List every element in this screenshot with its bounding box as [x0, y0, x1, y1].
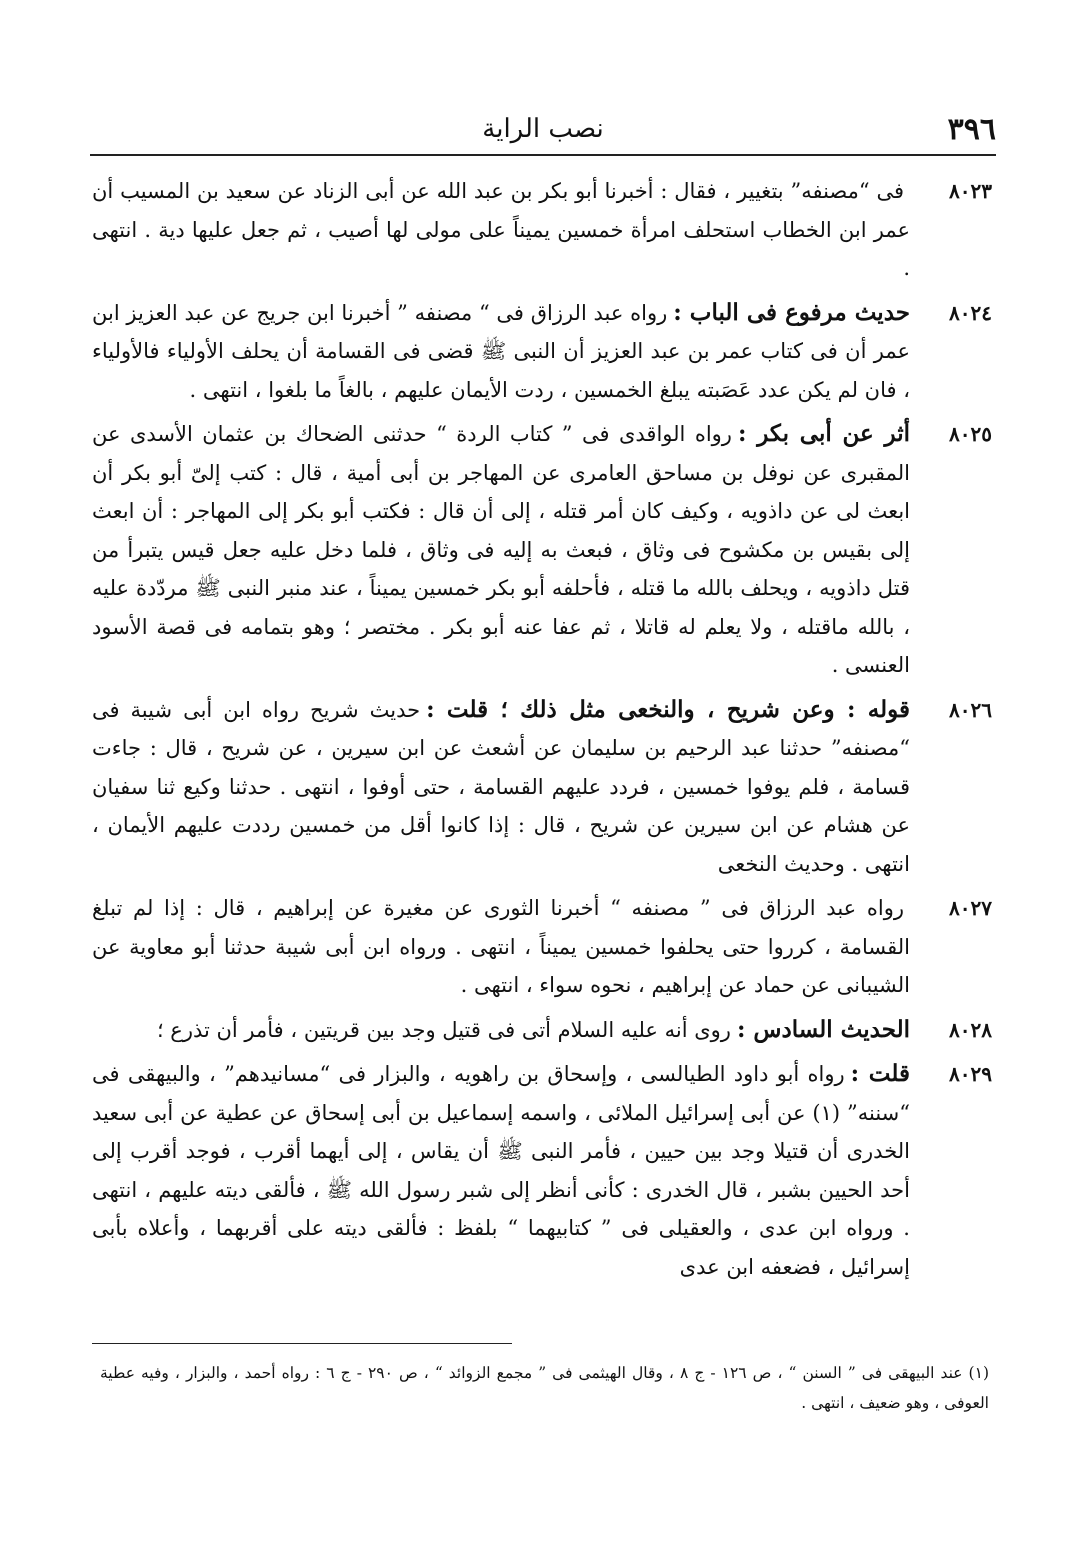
- footnote: [100, 1358, 989, 1418]
- entry-number: ٨٠٢٦: [949, 697, 992, 722]
- entry-8024: [92, 294, 992, 410]
- footnote-divider: [92, 1343, 512, 1344]
- entry-number: ٨٠٢٥: [949, 422, 992, 446]
- entry-text: روى أنه عليه السلام أتى فى قتيل وجد بين قريتين ، فأمر أن تذرع ؛: [156, 1017, 731, 1042]
- entry-8026: [92, 691, 992, 884]
- entry-text: فى “مصنفه” بتغيير ، فقال : أخبرنا أبو بكر بن عبد الله عن أبى الزناد عن سعيد بن المسيب أن عمر ابن الخطاب استحلف امرأة خمسين يميناً على مولى لها أصيب ، ثم جعل عليها دية . انتهى .: [92, 179, 910, 280]
- entry-8025: [92, 415, 992, 685]
- entry-number: ٨٠٢٨: [949, 1017, 992, 1042]
- page-header: [90, 84, 996, 156]
- entry-number: ٨٠٢٣: [949, 179, 992, 203]
- entry-text: حديث شريح رواه ابن أبى شيبة فى “مصنفه” حدثنا عبد الرحيم بن سليمان عن أشعث عن ابن سيرين ، عن شريح ، قال : جاءت قسامة ، فلم يوفوا خمسين ، فردد عليهم القسامة ، حتى أوفوا ، انتهى . حدثنا وكيع ثنا سفيان عن هشام عن ابن سيرين عن شريح ، قال : إذا كانوا أقل من خمسين رددت عليهم الأيمان ، انتهى . وحديث النخعى: [92, 697, 910, 876]
- entry-number: ٨٠٢٧: [949, 896, 992, 920]
- entry-text: رواه عبد الرزاق فى ” مصنفه “ أخبرنا الثورى عن مغيرة عن إبراهيم ، قال : إذا لم تبلغ القسامة ، كرروا حتى يحلفوا خمسين يميناً ، انتهى . ورواه ابن أبى شيبة حدثنا أبو معاوية عن الشيبانى عن حماد عن إبراهيم ، نحوه سواء ، انتهى .: [92, 896, 910, 997]
- entry-lead: قوله : وعن شريح ، والنخعى مثل ذلك ؛ قلت :: [426, 695, 910, 723]
- entry-8028: [92, 1011, 992, 1050]
- entry-text: رواه الواقدى فى ” كتاب الردة “ حدثنى الضحاك بن عثمان الأسدى عن المقبرى عن نوفل بن مساحق العامرى عن المهاجر بن أبى أمية ، قال : كتب إلىّ أبو بكر أن ابعث لى عن داذويه ، وكيف كان أمر قتله ، إلى أن قال : فكتب أبو بكر إلى المهاجر : أن ابعث إلى بقيس بن مكشوح فى وثاق ، فبعث به إليه فى وثاق ، فلما دخل عليه جعل قيس يتبرأ من قتل داذويه ، ويحلف بالله ما قتله ، فأحلفه أبو بكر خمسين يميناً ، عند منبر النبى ﷺ مردّدة عليه ، بالله ماقتله ، ولا يعلم له قاتلا ، ثم عفا عنه أبو بكر . مختصر ؛ وهو بتمامه فى قصة الأسود العنسى .: [92, 422, 910, 677]
- entry-lead: قلت :: [850, 1060, 910, 1087]
- entry-lead: الحديث السادس :: [736, 1015, 910, 1043]
- page-number: ٣٩٦: [947, 112, 996, 147]
- entry-8023: [92, 172, 992, 288]
- entry-text: رواه عبد الرزاق فى “ مصنفه ” أخبرنا ابن جريج عن عبد العزيز ابن عمر أن فى كتاب عمر بن عبد العزيز أن النبى ﷺ قضى فى القسامة أن يحلف الأولياء فالأولياء ، فان لم يكن عدد عَصَبته يبلغ الخمسين ، ردت الأيمان عليهم ، بالغاً ما بلغوا ، انتهى .: [92, 300, 910, 402]
- entry-number: ٨٠٢٩: [949, 1062, 992, 1086]
- entry-lead: أثر عن أبى بكر :: [737, 420, 911, 447]
- running-title: نصب الراية: [482, 114, 604, 144]
- main-text: [92, 172, 992, 1292]
- entry-8029: [92, 1055, 992, 1286]
- entry-8027: [92, 889, 992, 1005]
- footnote-text: عند البيهقى فى ” السنن “ ، ص ١٢٦ - ج ٨ ، وقال الهيثمى فى ” مجمع الزوائد “ ، ص ٢٩٠ - ج ٦ : رواه أحمد ، والبزار ، وفيه عطية العوفى ، وهو ضعيف ، انتهى .: [100, 1364, 989, 1412]
- entry-lead: حديث مرفوع فى الباب :: [673, 298, 911, 326]
- entry-number: ٨٠٢٤: [949, 300, 992, 325]
- entry-text: رواه أبو داود الطيالسى ، وإسحاق بن راهويه ، والبزار فى “مسانيدهم” ، والبيهقى فى “سننه” (١) عن أبى إسرائيل الملائى ، واسمه إسماعيل بن أبى إسحاق عن عطية عن أبى سعيد الخدرى أن قتيلا وجد بين حيين ، فأمر النبى ﷺ أن يقاس ، إلى أيهما أقرب ، فوجد أقرب إلى أحد الحيين بشبر ، قال الخدرى : كأنى أنظر إلى شبر رسول الله ﷺ ، فألقى ديته عليهم ، انتهى . ورواه ابن عدى ، والعقيلى فى ” كتابيهما “ بلفظ : فألقى ديته على أقربهما ، وأعلاه بأبى إسرائيل ، فضعفه ابن عدى: [92, 1062, 910, 1279]
- footnote-marker: (١): [968, 1364, 989, 1382]
